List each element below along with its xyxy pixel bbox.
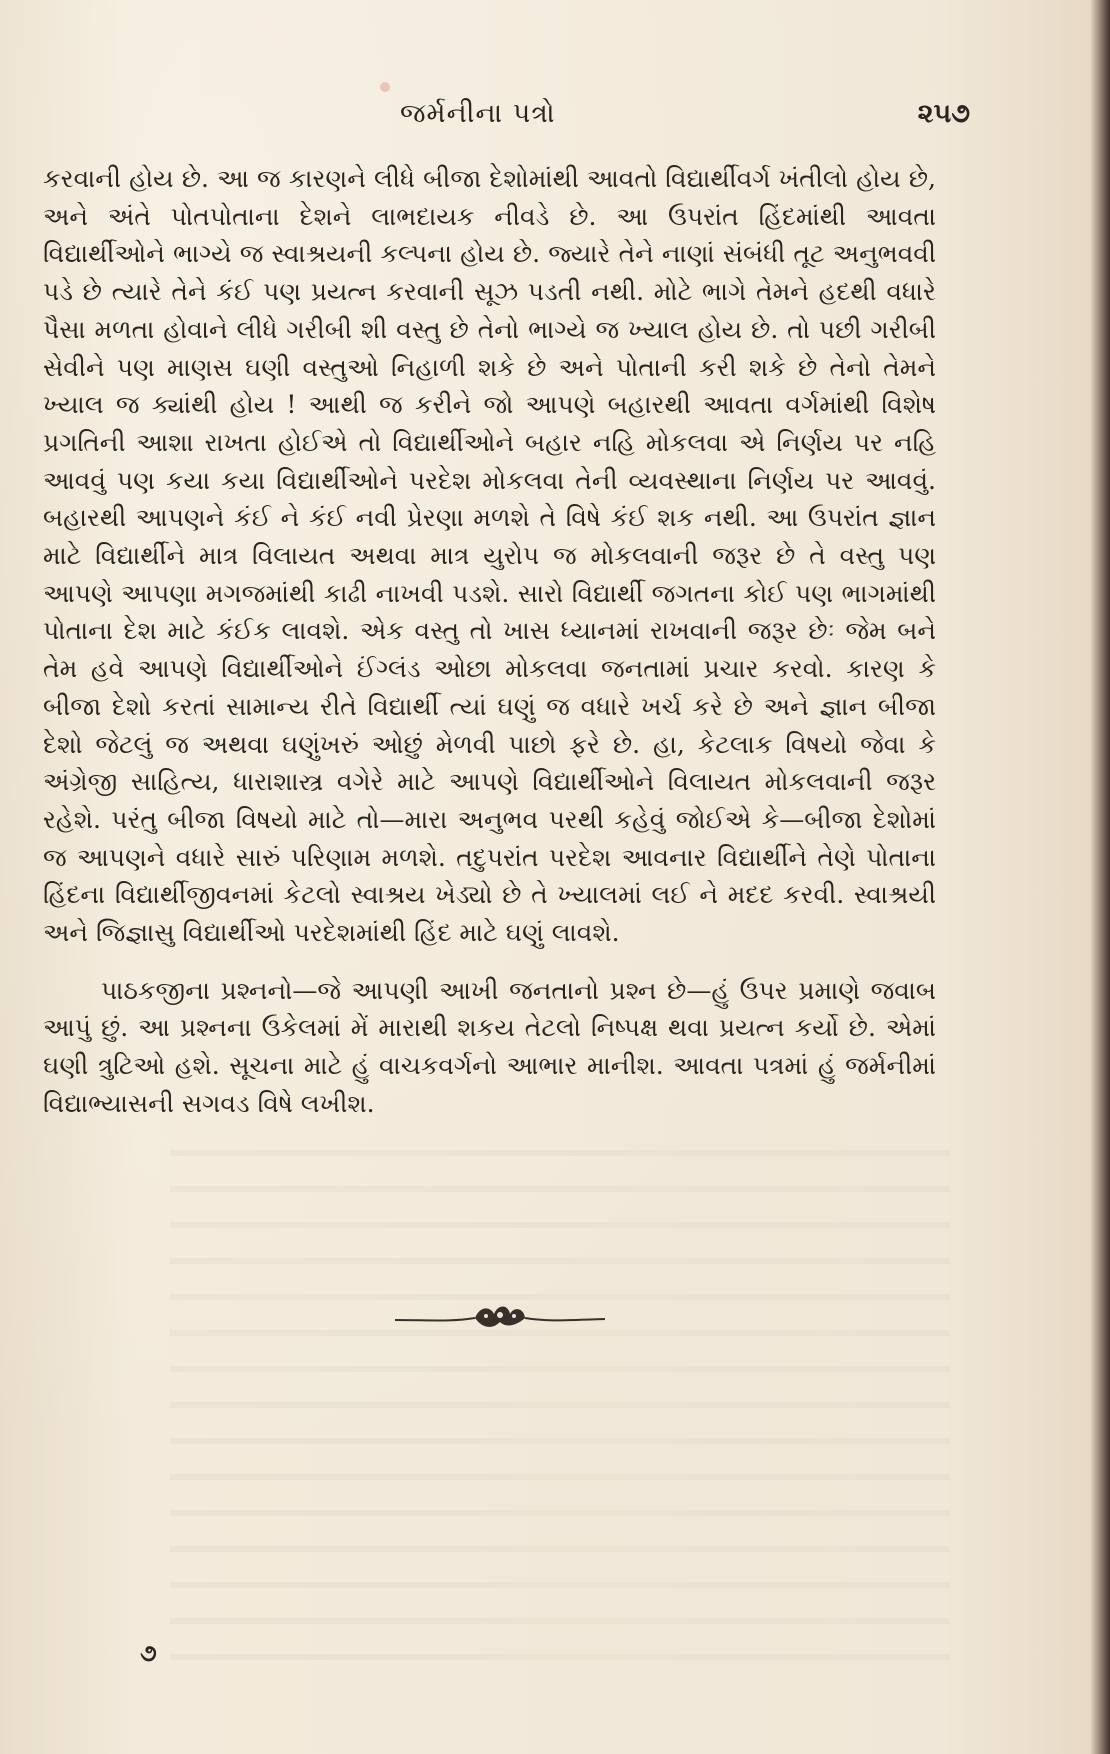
- running-title: જર્મનીના પત્રો: [400, 98, 556, 129]
- page-number: ૨૫૭: [917, 98, 970, 129]
- ornament-divider: [390, 1300, 610, 1336]
- paragraph: કરવાની હોય છે. આ જ કારણને લીધે બીજા દેશોમાંથી આવતો વિદ્યાર્થીવર્ગ ખંતીલો હોય છે, અને અંતે પોતપોતાના દેશને લાભદાયક નીવડે છે. આ ઉપરાંત હિંદમાંથી આવતા વિદ્યાર્થીઓને ભાગ્યે જ સ્વાશ્રયની કલ્પના હોય છે. જ્યારે તેને નાણાં સંબંધી તૂટ અનુભવવી પડે છે ત્યારે તેને કંઈ પણ પ્રયત્ન કરવાની સૂઝ પડતી નથી. મોટે ભાગે તેમને હદથી વધારે પૈસા મળતા હોવાને લીધે ગરીબી શી વસ્તુ છે તેનો ભાગ્યે જ ખ્યાલ હોય છે. તો પછી ગરીબી સેવીને પણ માણસ ઘણી વસ્તુઓ નિહાળી શકે છે અને પોતાની કરી શકે છે તેનો તેમને ખ્યાલ જ ક્યાંથી હોય ! આથી જ કરીને જો આપણે બહારથી આવતા વર્ગમાંથી વિશેષ પ્રગતિની આશા રાખતા હોઈએ તો વિદ્યાર્થીઓને બહાર નહિ મોકલવા એ નિર્ણય પર નહિ આવવું પણ કયા કયા વિદ્યાર્થીઓને પરદેશ મોકલવા તેની વ્યવસ્થાના નિર્ણય પર આવવું. બહારથી આપણને કંઈ ને કંઈ નવી પ્રેરણા મળશે તે વિષે કંઈ શક નથી. આ ઉપરાંત જ્ઞાન માટે વિદ્યાર્થીને માત્ર વિલાયત અથવા માત્ર યુરોપ જ મોકલવાની જરૂર છે તે વસ્તુ પણ આપણે આપણા મગજમાંથી કાઢી નાખવી પડશે. સારો વિદ્યાર્થી જગતના કોઈ પણ ભાગમાંથી પોતાના દેશ માટે કંઈક લાવશે. એક વસ્તુ તો ખાસ ધ્યાનમાં રાખવાની જરૂર છેઃ જેમ બને તેમ હવે આપણે વિદ્યાર્થીઓને ઈંગ્લંડ ઓછા મોકલવા જનતામાં પ્રચાર કરવો. કારણ કે બીજા દેશો કરતાં સામાન્ય રીતે વિદ્યાર્થી ત્યાં ઘણું જ વધારે ખર્ચ કરે છે અને જ્ઞાન બીજા દેશો જેટલું જ અથવા ઘણુંખરું ઓછું મેળવી પાછો ફરે છે. હા, કેટલાક વિષયો જેવા કે અંગ્રેજી સાહિત્ય, ધારાશાસ્ત્ર વગેરે માટે આપણે વિદ્યાર્થીઓને વિલાયત મોકલવાની જરૂર રહેશે. પરંતુ બીજા વિષયો માટે તો—મારા અનુભવ પરથી કહેવું જોઈએ કે—બીજા દેશોમાં જ આપણને વધારે સારું પરિણામ મળશે. તદુપરાંત પરદેશ આવનાર વિદ્યાર્થીને તેણે પોતાના હિંદના વિદ્યાર્થીજીવનમાં કેટલો સ્વાશ્રય ખેડ્યો છે તે ખ્યાલમાં લઈ ને મદદ કરવી. સ્વાશ્રયી અને જિજ્ઞાસુ વિદ્યાર્થીઓ પરદેશમાંથી હિંદ માટે ઘણું લાવશે.: [43, 164, 936, 948]
- paper-stain: [380, 82, 390, 92]
- bleed-through-texture: [170, 1120, 950, 1680]
- body-text: [43, 160, 936, 1123]
- running-header: [0, 98, 1090, 138]
- page-edge-shadow: [1090, 0, 1110, 1754]
- signature-mark: ૭: [140, 1638, 157, 1667]
- paragraph: પાઠકજીના પ્રશ્નનો—જે આપણી આખી જનતાનો પ્રશ્ન છે—હું ઉપર પ્રમાણે જવાબ આપું છું. આ પ્રશ્નના ઉકેલમાં મેં મારાથી શકય તેટલો નિષ્પક્ષ થવા પ્રયત્ન કર્યો છે. એમાં ઘણી ત્રુટિઓ હશે. સૂચના માટે હું વાચકવર્ગનો આભાર માનીશ. આવતા પત્રમાં હું જર્મનીમાં વિદ્યાભ્યાસની સગવડ વિષે લખીશ.: [43, 975, 936, 1118]
